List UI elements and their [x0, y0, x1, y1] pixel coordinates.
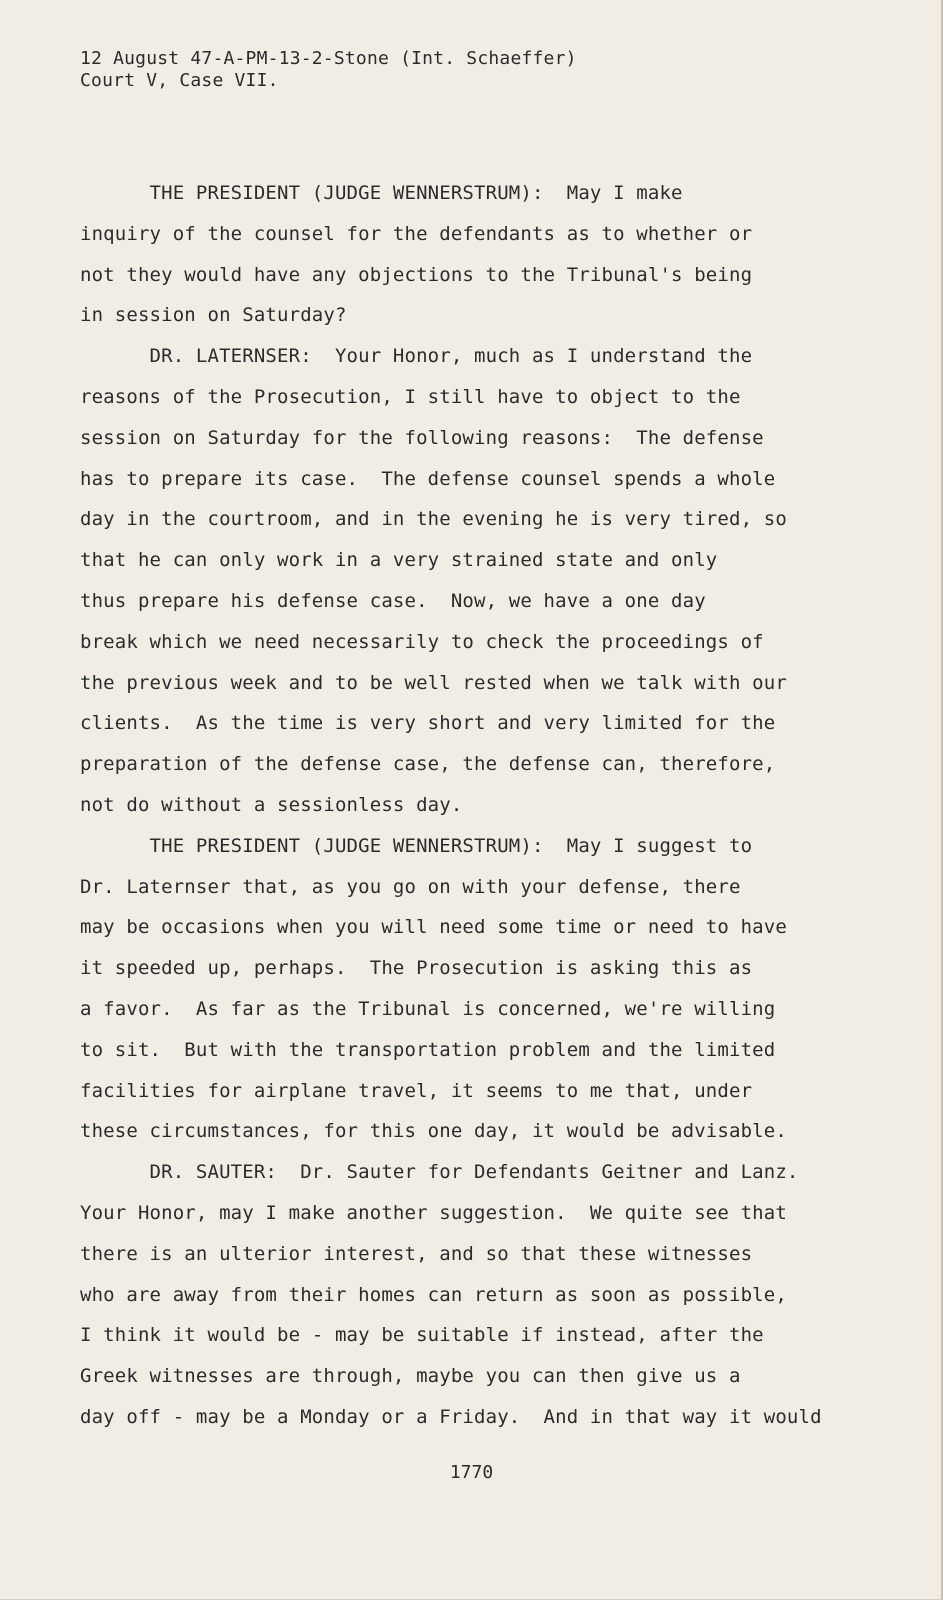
text-line: that he can only work in a very strained state and only [80, 549, 718, 572]
text-line: THE PRESIDENT (JUDGE WENNERSTRUM): May I make [80, 182, 683, 204]
text-line: in session on Saturday? [80, 304, 347, 327]
text-line: these circumstances, for this one day, it would be advisable. [80, 1120, 787, 1143]
text-line: I think it would be - may be suitable if instead, after the [80, 1324, 764, 1347]
text-line: clients. As the time is very short and very limited for the [80, 712, 776, 735]
text-line: day in the courtroom, and in the evening he is very tired, so [80, 508, 787, 531]
text-line: break which we need necessarily to check the proceedings of [80, 630, 764, 653]
header-line-1: 12 August 47-A-PM-13-2-Stone (Int. Schaeffer) [80, 48, 577, 69]
text-line: not do without a sessionless day. [80, 793, 463, 816]
text-line: a favor. As far as the Tribunal is concerned, we're willing [80, 997, 776, 1020]
text-line: has to prepare its case. The defense counsel spends a whole [80, 467, 776, 490]
text-line: Dr. Laternser that, as you go on with your defense, there [80, 875, 741, 898]
text-line: day off - may be a Monday or a Friday. And in that way it would [80, 1405, 822, 1428]
text-line: reasons of the Prosecution, I still have to object to the [80, 385, 741, 408]
text-line: preparation of the defense case, the defense can, therefore, [80, 753, 776, 776]
page-number: 1770 [449, 1462, 494, 1483]
transcript-body [80, 173, 900, 1438]
text-line: may be occasions when you will need some time or need to have [80, 916, 787, 939]
text-line: it speeded up, perhaps. The Prosecution is asking this as [80, 957, 753, 980]
text-line: DR. LATERNSER: Your Honor, much as I understand the [80, 345, 753, 368]
text-line: not they would have any objections to the Tribunal's being [80, 263, 753, 286]
text-line: THE PRESIDENT (JUDGE WENNERSTRUM): May I suggest to [80, 834, 753, 857]
text-line: Your Honor, may I make another suggestion. We quite see that [80, 1201, 787, 1224]
header-line-2: Court V, Case VII. [80, 70, 279, 91]
text-line: inquiry of the counsel for the defendants as to whether or [80, 222, 753, 245]
text-line: who are away from their homes can return as soon as possible, [80, 1283, 787, 1306]
document-header [80, 48, 577, 92]
text-line: DR. SAUTER: Dr. Sauter for Defendants Geitner and Lanz. [80, 1161, 799, 1184]
text-line: Greek witnesses are through, maybe you can then give us a [80, 1365, 741, 1388]
text-line: the previous week and to be well rested when we talk with our [80, 671, 787, 694]
text-line: to sit. But with the transportation problem and the limited [80, 1038, 776, 1061]
text-line: thus prepare his defense case. Now, we have a one day [80, 589, 706, 612]
text-line: there is an ulterior interest, and so that these witnesses [80, 1242, 753, 1265]
text-line: facilities for airplane travel, it seems to me that, under [80, 1079, 753, 1102]
text-line: session on Saturday for the following reasons: The defense [80, 426, 764, 449]
